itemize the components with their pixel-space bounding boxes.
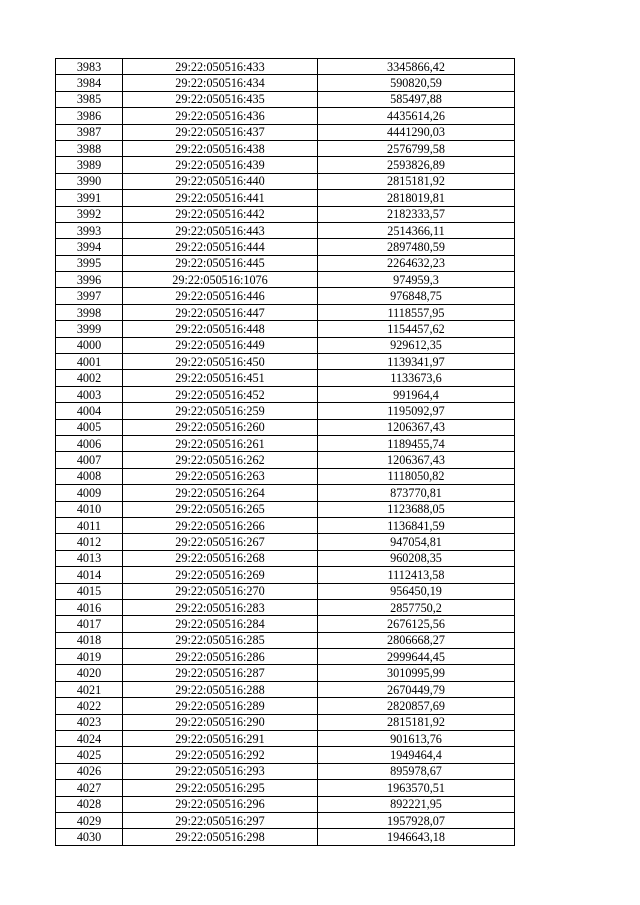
cadastral-number-cell: 29:22:050516:263 [123, 468, 318, 484]
row-number-cell: 4021 [56, 681, 123, 697]
value-cell: 2897480,59 [318, 239, 515, 255]
row-number-cell: 3993 [56, 222, 123, 238]
row-number-cell: 4003 [56, 386, 123, 402]
row-number-cell: 3985 [56, 91, 123, 107]
cadastral-number-cell: 29:22:050516:262 [123, 452, 318, 468]
table-row [56, 812, 515, 828]
value-cell: 1118557,95 [318, 304, 515, 320]
value-cell: 947054,81 [318, 534, 515, 550]
row-number-cell: 4017 [56, 616, 123, 632]
cadastral-value-table [55, 58, 515, 846]
cadastral-number-cell: 29:22:050516:438 [123, 140, 318, 156]
table-row [56, 796, 515, 812]
value-cell: 2806668,27 [318, 632, 515, 648]
row-number-cell: 3989 [56, 157, 123, 173]
table-row [56, 583, 515, 599]
table-row [56, 731, 515, 747]
value-cell: 1118050,82 [318, 468, 515, 484]
cadastral-number-cell: 29:22:050516:267 [123, 534, 318, 550]
table-row [56, 435, 515, 451]
value-cell: 1123688,05 [318, 501, 515, 517]
cadastral-number-cell: 29:22:050516:286 [123, 649, 318, 665]
table-row [56, 517, 515, 533]
row-number-cell: 3995 [56, 255, 123, 271]
value-cell: 1139341,97 [318, 354, 515, 370]
cadastral-number-cell: 29:22:050516:445 [123, 255, 318, 271]
cadastral-number-cell: 29:22:050516:261 [123, 435, 318, 451]
row-number-cell: 4025 [56, 747, 123, 763]
cadastral-number-cell: 29:22:050516:444 [123, 239, 318, 255]
row-number-cell: 4005 [56, 419, 123, 435]
cadastral-number-cell: 29:22:050516:298 [123, 829, 318, 845]
table-row [56, 403, 515, 419]
table-row [56, 468, 515, 484]
table-row [56, 91, 515, 107]
cadastral-number-cell: 29:22:050516:441 [123, 190, 318, 206]
cadastral-number-cell: 29:22:050516:436 [123, 108, 318, 124]
value-cell: 1189455,74 [318, 435, 515, 451]
cadastral-number-cell: 29:22:050516:292 [123, 747, 318, 763]
value-cell: 1963570,51 [318, 780, 515, 796]
row-number-cell: 4011 [56, 517, 123, 533]
value-cell: 4441290,03 [318, 124, 515, 140]
value-cell: 2857750,2 [318, 599, 515, 615]
row-number-cell: 4027 [56, 780, 123, 796]
cadastral-number-cell: 29:22:050516:450 [123, 354, 318, 370]
value-cell: 929612,35 [318, 337, 515, 353]
row-number-cell: 3992 [56, 206, 123, 222]
cadastral-number-cell: 29:22:050516:293 [123, 763, 318, 779]
value-cell: 1133673,6 [318, 370, 515, 386]
table-row [56, 370, 515, 386]
row-number-cell: 4020 [56, 665, 123, 681]
row-number-cell: 4022 [56, 698, 123, 714]
cadastral-number-cell: 29:22:050516:440 [123, 173, 318, 189]
row-number-cell: 4026 [56, 763, 123, 779]
row-number-cell: 4006 [56, 435, 123, 451]
row-number-cell: 4004 [56, 403, 123, 419]
cadastral-number-cell: 29:22:050516:291 [123, 731, 318, 747]
value-cell: 2514366,11 [318, 222, 515, 238]
cadastral-number-cell: 29:22:050516:437 [123, 124, 318, 140]
table-row [56, 190, 515, 206]
value-cell: 956450,19 [318, 583, 515, 599]
table-row [56, 222, 515, 238]
table-row [56, 108, 515, 124]
row-number-cell: 3988 [56, 140, 123, 156]
row-number-cell: 4009 [56, 485, 123, 501]
row-number-cell: 4012 [56, 534, 123, 550]
table-row [56, 419, 515, 435]
value-cell: 1206367,43 [318, 452, 515, 468]
cadastral-number-cell: 29:22:050516:451 [123, 370, 318, 386]
cadastral-number-cell: 29:22:050516:448 [123, 321, 318, 337]
value-cell: 2815181,92 [318, 173, 515, 189]
row-number-cell: 3983 [56, 59, 123, 75]
table-row [56, 173, 515, 189]
row-number-cell: 4002 [56, 370, 123, 386]
table-row [56, 599, 515, 615]
row-number-cell: 4016 [56, 599, 123, 615]
cadastral-number-cell: 29:22:050516:297 [123, 812, 318, 828]
cadastral-number-cell: 29:22:050516:285 [123, 632, 318, 648]
row-number-cell: 4019 [56, 649, 123, 665]
value-cell: 976848,75 [318, 288, 515, 304]
value-cell: 895978,67 [318, 763, 515, 779]
table-row [56, 452, 515, 468]
table-row [56, 157, 515, 173]
cadastral-number-cell: 29:22:050516:452 [123, 386, 318, 402]
row-number-cell: 4000 [56, 337, 123, 353]
value-cell: 3010995,99 [318, 665, 515, 681]
value-cell: 1957928,07 [318, 812, 515, 828]
table-row [56, 124, 515, 140]
value-cell: 2182333,57 [318, 206, 515, 222]
value-cell: 4435614,26 [318, 108, 515, 124]
table-row [56, 501, 515, 517]
cadastral-number-cell: 29:22:050516:295 [123, 780, 318, 796]
row-number-cell: 4030 [56, 829, 123, 845]
value-cell: 1946643,18 [318, 829, 515, 845]
value-cell: 1136841,59 [318, 517, 515, 533]
table-row [56, 616, 515, 632]
table-row [56, 386, 515, 402]
row-number-cell: 3987 [56, 124, 123, 140]
table-row [56, 75, 515, 91]
value-cell: 873770,81 [318, 485, 515, 501]
cadastral-number-cell: 29:22:050516:290 [123, 714, 318, 730]
value-cell: 1112413,58 [318, 567, 515, 583]
value-cell: 2815181,92 [318, 714, 515, 730]
cadastral-number-cell: 29:22:050516:434 [123, 75, 318, 91]
row-number-cell: 4023 [56, 714, 123, 730]
row-number-cell: 4001 [56, 354, 123, 370]
cadastral-number-cell: 29:22:050516:269 [123, 567, 318, 583]
cadastral-number-cell: 29:22:050516:446 [123, 288, 318, 304]
cadastral-number-cell: 29:22:050516:283 [123, 599, 318, 615]
cadastral-number-cell: 29:22:050516:266 [123, 517, 318, 533]
table-row [56, 780, 515, 796]
cadastral-number-cell: 29:22:050516:288 [123, 681, 318, 697]
row-number-cell: 4007 [56, 452, 123, 468]
row-number-cell: 3996 [56, 272, 123, 288]
cadastral-number-cell: 29:22:050516:270 [123, 583, 318, 599]
cadastral-number-cell: 29:22:050516:265 [123, 501, 318, 517]
table-body [56, 59, 515, 846]
cadastral-number-cell: 29:22:050516:449 [123, 337, 318, 353]
row-number-cell: 3999 [56, 321, 123, 337]
row-number-cell: 4024 [56, 731, 123, 747]
table-row [56, 649, 515, 665]
table-row [56, 206, 515, 222]
cadastral-number-cell: 29:22:050516:287 [123, 665, 318, 681]
cadastral-number-cell: 29:22:050516:289 [123, 698, 318, 714]
cadastral-number-cell: 29:22:050516:443 [123, 222, 318, 238]
table-row [56, 485, 515, 501]
row-number-cell: 3984 [56, 75, 123, 91]
table-row [56, 140, 515, 156]
table-row [56, 354, 515, 370]
cadastral-number-cell: 29:22:050516:259 [123, 403, 318, 419]
table-row [56, 747, 515, 763]
cadastral-number-cell: 29:22:050516:439 [123, 157, 318, 173]
table-row [56, 337, 515, 353]
value-cell: 960208,35 [318, 550, 515, 566]
table-row [56, 567, 515, 583]
row-number-cell: 4018 [56, 632, 123, 648]
table-row [56, 534, 515, 550]
value-cell: 585497,88 [318, 91, 515, 107]
value-cell: 2676125,56 [318, 616, 515, 632]
table-row [56, 321, 515, 337]
row-number-cell: 3991 [56, 190, 123, 206]
table-row [56, 59, 515, 75]
table-row [56, 714, 515, 730]
value-cell: 1195092,97 [318, 403, 515, 419]
row-number-cell: 4013 [56, 550, 123, 566]
value-cell: 2999644,45 [318, 649, 515, 665]
cadastral-number-cell: 29:22:050516:433 [123, 59, 318, 75]
table-row [56, 272, 515, 288]
value-cell: 2670449,79 [318, 681, 515, 697]
row-number-cell: 4015 [56, 583, 123, 599]
table-row [56, 632, 515, 648]
value-cell: 892221,95 [318, 796, 515, 812]
row-number-cell: 4028 [56, 796, 123, 812]
table-row [56, 550, 515, 566]
table-row [56, 288, 515, 304]
row-number-cell: 4010 [56, 501, 123, 517]
table-row [56, 829, 515, 845]
cadastral-number-cell: 29:22:050516:284 [123, 616, 318, 632]
value-cell: 2576799,58 [318, 140, 515, 156]
value-cell: 2593826,89 [318, 157, 515, 173]
row-number-cell: 4008 [56, 468, 123, 484]
cadastral-number-cell: 29:22:050516:296 [123, 796, 318, 812]
row-number-cell: 3998 [56, 304, 123, 320]
row-number-cell: 4029 [56, 812, 123, 828]
table-row [56, 763, 515, 779]
value-cell: 1206367,43 [318, 419, 515, 435]
cadastral-number-cell: 29:22:050516:264 [123, 485, 318, 501]
value-cell: 901613,76 [318, 731, 515, 747]
cadastral-number-cell: 29:22:050516:447 [123, 304, 318, 320]
cadastral-number-cell: 29:22:050516:260 [123, 419, 318, 435]
value-cell: 974959,3 [318, 272, 515, 288]
table-row [56, 239, 515, 255]
row-number-cell: 3997 [56, 288, 123, 304]
table-row [56, 681, 515, 697]
value-cell: 1949464,4 [318, 747, 515, 763]
value-cell: 2820857,69 [318, 698, 515, 714]
cadastral-number-cell: 29:22:050516:268 [123, 550, 318, 566]
value-cell: 590820,59 [318, 75, 515, 91]
cadastral-number-cell: 29:22:050516:1076 [123, 272, 318, 288]
value-cell: 2264632,23 [318, 255, 515, 271]
row-number-cell: 3986 [56, 108, 123, 124]
value-cell: 991964,4 [318, 386, 515, 402]
value-cell: 3345866,42 [318, 59, 515, 75]
cadastral-number-cell: 29:22:050516:435 [123, 91, 318, 107]
row-number-cell: 4014 [56, 567, 123, 583]
table-row [56, 255, 515, 271]
value-cell: 2818019,81 [318, 190, 515, 206]
row-number-cell: 3994 [56, 239, 123, 255]
row-number-cell: 3990 [56, 173, 123, 189]
table-row [56, 304, 515, 320]
value-cell: 1154457,62 [318, 321, 515, 337]
cadastral-number-cell: 29:22:050516:442 [123, 206, 318, 222]
table-row [56, 665, 515, 681]
table-row [56, 698, 515, 714]
